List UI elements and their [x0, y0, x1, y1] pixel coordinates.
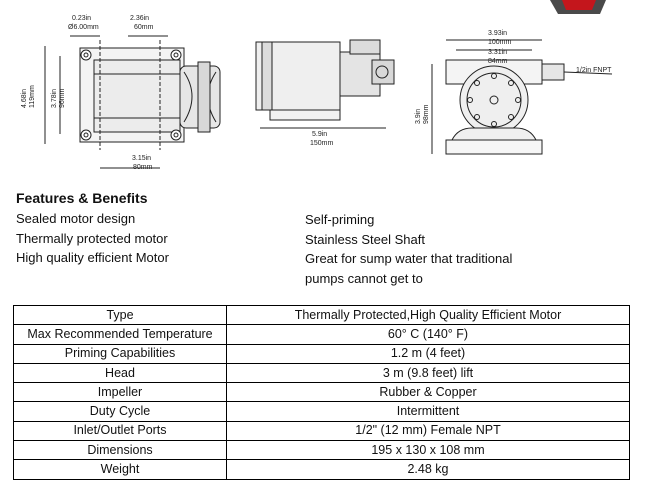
spec-value: Thermally Protected,High Quality Efficient Motor: [227, 306, 630, 325]
feature-item: Great for sump water that traditional: [305, 251, 513, 266]
dim-base-width-in: 3.15in: [132, 155, 152, 162]
front-view: [432, 40, 612, 154]
dim-port-label: 1/2in FNPT: [576, 67, 612, 74]
spec-value: Intermittent: [227, 402, 630, 421]
feature-item: Self-priming: [305, 212, 375, 227]
spec-label: Dimensions: [14, 441, 227, 460]
table-row: [14, 421, 630, 440]
spec-value: 3 m (9.8 feet) lift: [227, 363, 630, 382]
top-view: [45, 36, 220, 168]
features-left-list: [16, 209, 169, 268]
dim-bolt-hole-in: 0.23in: [72, 15, 92, 22]
feature-item: pumps cannot get to: [305, 270, 423, 286]
dim-front-height-mm: 98mm: [423, 104, 430, 124]
table-row: [14, 306, 630, 325]
dim-bolt-hole-mm: Ø6.00mm: [68, 24, 99, 31]
table-row: [14, 383, 630, 402]
dim-top-width-in: 2.36in: [130, 15, 150, 22]
dim-length-mm: 150mm: [310, 140, 334, 147]
spec-label: Type: [14, 306, 227, 325]
side-view: [256, 40, 394, 128]
spec-value: Rubber & Copper: [227, 383, 630, 402]
spec-label: Inlet/Outlet Ports: [14, 421, 227, 440]
features-right-list: [305, 210, 512, 288]
table-row: [14, 325, 630, 344]
dim-inner-height-mm: 96mm: [59, 88, 66, 108]
spec-table: [13, 305, 630, 480]
dim-front-width-mm: 100mm: [488, 39, 512, 46]
table-row: [14, 344, 630, 363]
spec-label: Head: [14, 363, 227, 382]
dim-inner-height-in: 3.78in: [51, 88, 58, 108]
spec-label: Duty Cycle: [14, 402, 227, 421]
dim-front-inner-in: 3.31in: [488, 49, 508, 56]
pump-technical-drawing: [0, 0, 649, 190]
spec-label: Max Recommended Temperature: [14, 325, 227, 344]
dim-top-width-mm: 60mm: [134, 24, 154, 31]
dim-front-height-in: 3.9in: [415, 108, 422, 124]
spec-label: Weight: [14, 460, 227, 479]
table-row: [14, 460, 630, 479]
spec-value: 1.2 m (4 feet): [227, 344, 630, 363]
feature-item: High quality efficient Motor: [16, 250, 169, 265]
feature-item: Thermally protected motor: [16, 230, 168, 246]
dim-front-width-in: 3.93in: [488, 30, 508, 37]
spec-label: Priming Capabilities: [14, 344, 227, 363]
table-row: [14, 441, 630, 460]
spec-value: 60° C (140° F): [227, 325, 630, 344]
dim-base-width-mm: 80mm: [133, 164, 153, 171]
dim-length-in: 5.9in: [312, 131, 328, 138]
spec-value: 195 x 130 x 108 mm: [227, 441, 630, 460]
table-row: [14, 402, 630, 421]
spec-value: 1/2" (12 mm) Female NPT: [227, 421, 630, 440]
dim-height-mm: 119mm: [29, 85, 36, 108]
dim-height-in: 4.68in: [21, 88, 28, 108]
table-row: [14, 363, 630, 382]
features-title: Features & Benefits: [16, 190, 148, 206]
dim-front-inner-mm: 84mm: [488, 58, 508, 65]
spec-label: Impeller: [14, 383, 227, 402]
spec-value: 2.48 kg: [227, 460, 630, 479]
feature-item: Stainless Steel Shaft: [305, 231, 425, 247]
feature-item: Sealed motor design: [16, 211, 136, 226]
